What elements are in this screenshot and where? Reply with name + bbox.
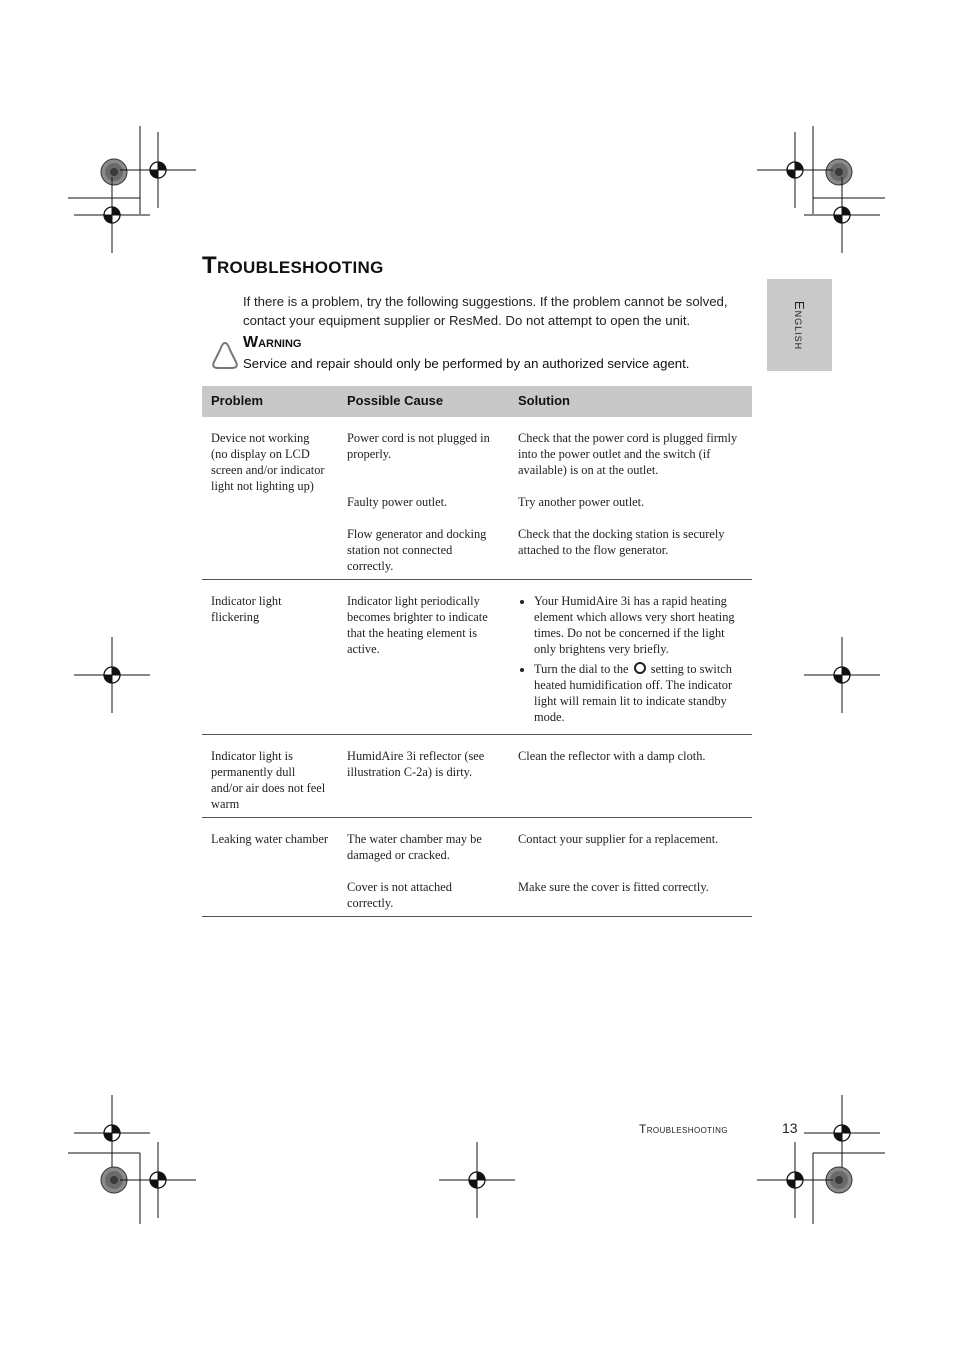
solution-text: Make sure the cover is fitted correctly. [518,880,709,894]
cause-cell [338,580,509,735]
troubleshooting-table [202,386,752,917]
solution-text: Check that the docking station is securely attached to the flow generator. [518,527,725,557]
language-tab-label-wrap [767,279,832,371]
solution-text: Try another power outlet. [518,495,645,509]
color-wheel-icon [826,159,852,185]
cause-text: The water chamber may be damaged or cracked. [347,832,482,862]
solution-cell [509,580,752,735]
cause-cell [338,818,509,917]
table-row [202,417,752,580]
registration-mark-icon [804,177,880,253]
cause-text: Power cord is not plugged in properly. [347,431,490,461]
problem-cell: Device not working (no display on LCD screen and/or indicator light not lighting up) [202,417,338,580]
table-row [202,580,752,735]
language-tab-label: English [792,300,807,350]
cause-text: Indicator light periodically becomes brighter to indicate that the heating element is active. [347,594,488,656]
color-wheel-icon [101,159,127,185]
problem-cell: Indicator light flickering [202,580,338,735]
column-header-problem: Problem [202,386,338,417]
table-header-row [202,386,752,417]
registration-mark-icon [757,132,833,208]
page-number: 13 [782,1120,798,1136]
solution-cell [509,417,752,580]
cause-text: Flow generator and docking station not connected correctly. [347,527,487,573]
cause-text: HumidAire 3i reflector (see illustration C-2a) is dirty. [347,749,485,779]
solution-text: Contact your supplier for a replacement. [518,832,719,846]
registration-mark-icon [74,177,150,253]
warning-triangle-icon [210,340,240,370]
cause-cell [338,735,509,818]
table-row [202,735,752,818]
solution-bullet [534,661,743,725]
solution-bullet-text: setting to switch heated humidification off. The indicator light will remain lit to indicate standby mode. [534,662,733,724]
page-title: Troubleshooting [202,252,384,279]
column-header-cause: Possible Cause [338,386,509,417]
problem-cell: Indicator light is permanently dull and/or air does not feel warm [202,735,338,818]
registration-mark-icon [804,1095,880,1171]
registration-mark-icon [439,1142,515,1218]
cause-text: Cover is not attached correctly. [347,880,452,910]
solution-text: Clean the reflector with a damp cloth. [518,749,706,763]
solution-cell [509,735,752,818]
intro-paragraph: If there is a problem, try the following suggestions. If the problem cannot be solved, contact your equipment supplier or ResMed. Do not attempt to open the unit. [243,294,728,328]
registration-mark-icon [74,1095,150,1171]
registration-mark-icon [804,637,880,713]
column-header-solution: Solution [509,386,752,417]
warning-text: Service and repair should only be performed by an authorized service agent. [243,356,690,371]
standby-dial-icon [634,662,646,674]
warning-heading: Warning [243,334,302,351]
problem-cell: Leaking water chamber [202,818,338,917]
table-row [202,818,752,917]
footer-section-label: Troubleshooting [639,1122,728,1136]
registration-mark-icon [120,132,196,208]
cause-cell [338,417,509,580]
solution-text: Check that the power cord is plugged firmly into the power outlet and the switch (if available) is on at the outlet. [518,431,738,477]
solution-bullet-list [518,593,743,725]
registration-mark-icon [74,637,150,713]
solution-cell [509,818,752,917]
cause-text: Faulty power outlet. [347,495,448,509]
solution-bullet-text: Turn the dial to the [534,662,629,676]
solution-bullet: • Your HumidAire 3i has a rapid heating element which allows very short heating times. Do not be concerned if the light only brightens very briefly. [534,593,743,657]
